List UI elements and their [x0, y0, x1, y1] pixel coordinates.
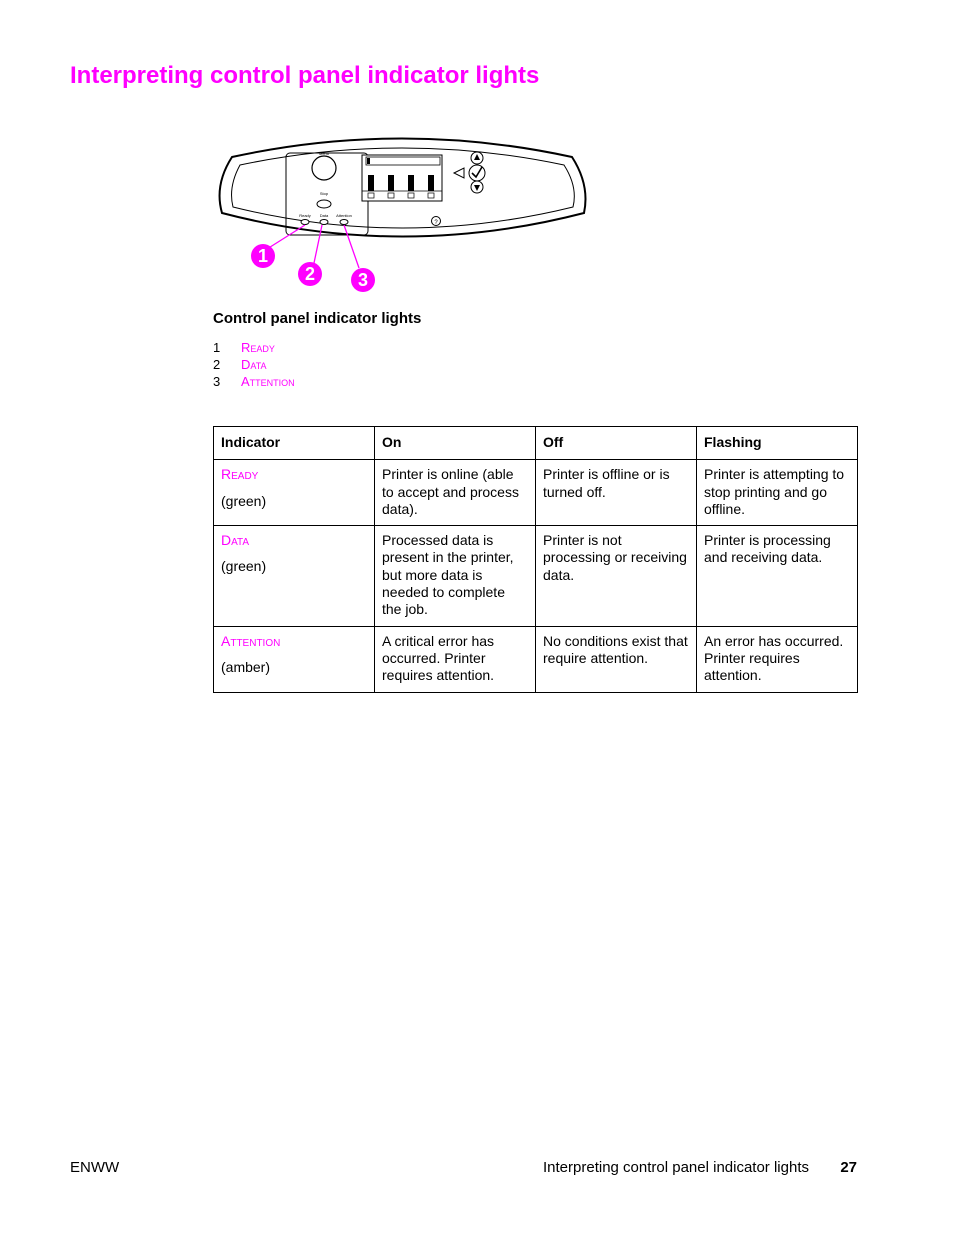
- menu-label: Menu: [318, 151, 330, 156]
- legend-item: [213, 373, 295, 390]
- supply-icon: [368, 193, 374, 198]
- column-header: On: [375, 427, 536, 460]
- indicator-color: (amber): [221, 658, 271, 675]
- control-panel-figure: [212, 125, 592, 300]
- indicator-cell: [214, 626, 375, 692]
- on-cell: Printer is online (able to accept and process data).: [375, 460, 536, 526]
- stop-button: [317, 200, 331, 208]
- callout-legend: [213, 339, 295, 390]
- supply-gauge: [368, 175, 374, 191]
- help-glyph: ?: [434, 220, 438, 226]
- indicator-table: [213, 426, 858, 693]
- table-row: [214, 460, 858, 526]
- indicator-cell: [214, 526, 375, 626]
- indicator-name: Data: [221, 532, 250, 549]
- indicator-name: Ready: [221, 466, 259, 483]
- supply-icon: [408, 193, 414, 198]
- indicator-cell: [214, 460, 375, 526]
- menu-button: [312, 156, 336, 180]
- supply-icon: [428, 193, 434, 198]
- ready-label: Ready: [299, 213, 311, 218]
- attention-label: Attention: [336, 213, 352, 218]
- indicator-color: (green): [221, 558, 267, 575]
- supply-icon: [388, 193, 394, 198]
- display-line: [366, 157, 440, 165]
- on-cell: A critical error has occurred. Printer requires attention.: [375, 626, 536, 692]
- off-cell: No conditions exist that require attention.: [536, 626, 697, 692]
- attention-light: [340, 220, 348, 225]
- ready-light: [301, 220, 309, 225]
- legend-item: [213, 339, 295, 356]
- legend-number: 1: [213, 340, 221, 355]
- figure-caption: Control panel indicator lights: [213, 310, 422, 327]
- display-cursor: [367, 158, 370, 164]
- supply-gauge: [408, 175, 414, 191]
- table-row: [214, 626, 858, 692]
- column-header: Off: [536, 427, 697, 460]
- flashing-cell: Printer is processing and receiving data.: [697, 526, 858, 626]
- legend-label-attention: Attention: [241, 374, 295, 389]
- column-header: Flashing: [697, 427, 858, 460]
- flashing-cell: An error has occurred. Printer requires attention.: [697, 626, 858, 692]
- on-cell: Processed data is present in the printer, but more data is needed to complete the job.: [375, 526, 536, 626]
- table-header-row: [214, 427, 858, 460]
- legend-number: 3: [213, 374, 221, 389]
- legend-label-data: Data: [241, 357, 267, 372]
- stop-label: Stop: [319, 191, 329, 196]
- supply-gauge: [428, 175, 434, 191]
- data-light: [320, 220, 328, 225]
- column-header: Indicator: [214, 427, 375, 460]
- control-panel-illustration: [212, 125, 592, 300]
- footer-enww: ENWW: [70, 1159, 120, 1176]
- callout-3-label: 3: [357, 270, 369, 290]
- off-cell: Printer is offline or is turned off.: [536, 460, 697, 526]
- page-title: Interpreting control panel indicator lights: [70, 62, 540, 89]
- footer-section-title: Interpreting control panel indicator lights: [543, 1159, 809, 1176]
- flashing-cell: Printer is attempting to stop printing and go offline.: [697, 460, 858, 526]
- table-row: [214, 526, 858, 626]
- legend-label-ready: Ready: [241, 340, 275, 355]
- page-number: 27: [840, 1159, 857, 1176]
- callout-2-label: 2: [304, 264, 316, 284]
- legend-item: [213, 356, 295, 373]
- legend-number: 2: [213, 357, 221, 372]
- callout-1-label: 1: [257, 246, 269, 266]
- supply-gauge: [388, 175, 394, 191]
- off-cell: Printer is not processing or receiving data.: [536, 526, 697, 626]
- indicator-color: (green): [221, 492, 267, 509]
- data-label: Data: [319, 213, 329, 218]
- indicator-name: Attention: [221, 632, 281, 649]
